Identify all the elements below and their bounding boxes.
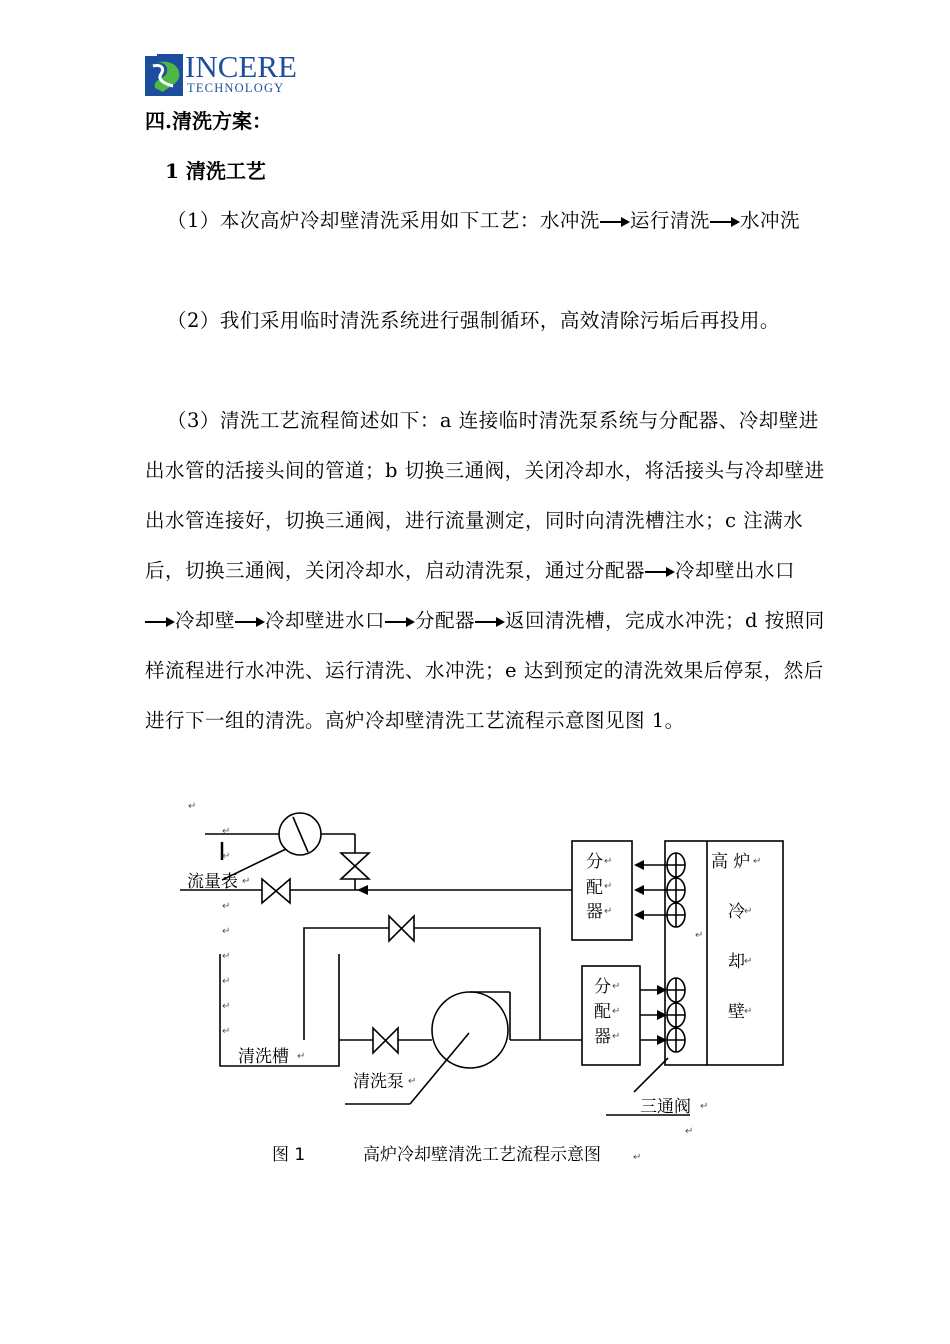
distributor-2-char: 器: [594, 1027, 611, 1047]
return-valve-icon: [262, 879, 290, 903]
svg-text:↵: ↵: [612, 1006, 621, 1017]
svg-text:↵: ↵: [744, 906, 753, 917]
svg-text:↵: ↵: [753, 856, 762, 867]
figure-number: 图 1: [272, 1145, 306, 1165]
stave-char: 壁: [728, 1002, 745, 1022]
svg-text:↵: ↵: [222, 901, 231, 912]
distributor-2-char: 分: [594, 977, 611, 997]
logo-tagline: TECHNOLOGY: [187, 81, 285, 95]
svg-text:↵: ↵: [700, 1101, 709, 1112]
svg-text:↵: ↵: [604, 881, 613, 892]
figure-caption: 高炉冷却壁清洗工艺流程示意图: [363, 1145, 601, 1165]
distributor-2-char: 配: [594, 1002, 611, 1022]
three-way-valve-label: 三通阀: [640, 1097, 691, 1117]
pump-icon: [432, 992, 510, 1068]
paragraph-1: （1）本次高炉冷却壁清洗采用如下工艺：水冲洗 运行清洗 水冲洗: [167, 209, 800, 232]
svg-text:↵: ↵: [222, 926, 231, 937]
logo-wordmark: INCERE: [185, 49, 297, 84]
distributor-1-char: 分: [586, 852, 603, 872]
svg-text:↵: ↵: [633, 1152, 642, 1163]
distributor-1-char: 器: [586, 902, 603, 922]
svg-text:↵: ↵: [744, 956, 753, 967]
distributor-box-2: [582, 966, 640, 1065]
svg-text:↵: ↵: [222, 851, 231, 862]
flowmeter-label: 流量表: [187, 872, 238, 892]
tank-label: 清洗槽: [238, 1047, 289, 1067]
svg-text:↵: ↵: [297, 1051, 306, 1062]
section-heading: 四.清洗方案：: [145, 109, 272, 133]
svg-text:↵: ↵: [612, 1031, 621, 1042]
stave-char: 冷: [728, 902, 745, 922]
distributor-1-char: 配: [586, 878, 603, 898]
three-way-valves-upper-icon: [667, 853, 685, 927]
pump-label: 清洗泵: [353, 1072, 404, 1092]
svg-text:↵: ↵: [612, 981, 621, 992]
svg-text:↵: ↵: [604, 906, 613, 917]
svg-text:↵: ↵: [744, 1006, 753, 1017]
stave-char: 却: [728, 952, 745, 972]
svg-text:↵: ↵: [222, 1001, 231, 1012]
svg-text:↵: ↵: [222, 976, 231, 987]
svg-text:↵: ↵: [222, 826, 231, 837]
svg-text:↵: ↵: [408, 1076, 417, 1087]
subsection-heading: 1 清洗工艺: [165, 159, 266, 183]
paragraph-3: （3）清洗工艺流程简述如下：a 连接临时清洗泵系统与分配器、冷却壁进出水管的活接头间的管道；b 切换三通阀，关闭冷却水，将活接头与冷却壁进出水管连接好，切换三通阀，进行流量测定，同时向清洗槽注水；c 注满水后，切换三通阀，关闭冷却水，启动清洗泵，通过分配器 冷却壁出水口冷却壁 冷却壁进水口 分配器 返回清洗槽，完成水冲洗；d 按照同样流程进行水冲洗、运行清洗、水冲洗；e 达到预定的清洗效果后停泵，然后进行下一组的清洗。高炉冷却壁清洗工艺流程示意图见图 1。: [145, 409, 825, 732]
three-way-valves-lower-icon: [667, 978, 685, 1052]
svg-text:↵: ↵: [222, 951, 231, 962]
paragraph-2: （2）我们采用临时清洗系统进行强制循环，高效清除污垢后再投用。: [167, 309, 780, 332]
svg-text:↵: ↵: [604, 856, 613, 867]
furnace-label: 高 炉: [711, 852, 751, 872]
svg-text:↵: ↵: [188, 801, 197, 812]
svg-text:↵: ↵: [242, 876, 251, 887]
svg-text:↵: ↵: [695, 930, 704, 941]
bypass-valve-icon: [389, 916, 414, 941]
pump-inlet-valve-icon: [373, 1028, 398, 1053]
svg-text:↵: ↵: [222, 1026, 231, 1037]
svg-text:↵: ↵: [685, 1126, 694, 1137]
vertical-valve-icon: [341, 853, 369, 879]
